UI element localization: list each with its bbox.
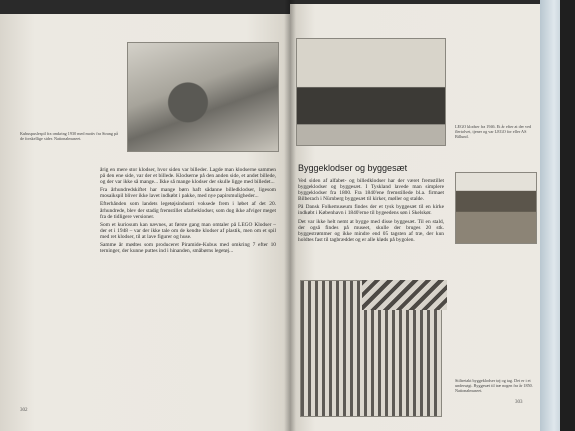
left-paragraph: Fra århundredskiftet har mange børn haft sådanne billedklodser, ligesom mosaikspil bliver ikke lavet indkøbt i pakke, med nye papirsmuligheder... (100, 187, 276, 200)
right-paragraph: Det var ikke helt nemt at bygge med disse byggesæt. Til en stald, der også findes på museet, skulle der bruges 20 stk. byggestrømmer og ikke mindre end 05 tagsten af træ, der kun holdtes fast til tagbræddet og er alle kløds på bygolen. (298, 218, 444, 243)
left-paragraph: årig en mere stor klodser, hvor siden var billeder. Lagde man klodserne sammen på den ene side, var der et billede. Klodserne på den anden side, et andet billede, og der var ikke så mange... Ikke så mange klodser der skulle ligge med billedet... (100, 167, 276, 186)
right-body-text (298, 178, 444, 243)
lego-box-photo (296, 38, 446, 146)
right-bottom-caption: Stiltretakt byggeklodser tøj og tag. Det er i et undersøgt. Byggesæt til træ nogen fra år 1850. Nationalmuseet. (455, 378, 533, 394)
left-paragraph: Samme år mødtes som produceret Piramide-Kubus med omkring 7 efter 10 terninger, der kunne puttes ind i hinanden, småbørns legetøj... (100, 242, 276, 255)
right-paragraph: På Dansk Folkemuseum findes der et tysk byggesæt til en kirke indkøbt i København i 1840'erne til bygeedens søn i Skelskør. (298, 204, 444, 217)
book-gutter (284, 0, 296, 431)
right-paragraph: Ved siden af alfabet- og billedklodser har der været fremstillet byggeklodser og byggesæt. I Tyskland lavede man simplere byggeklodser fra 1800. Fra 1840'ene fremstillede bl.a. firmaet Bilberach i Nürnberg byggesæt til kirker, møller og stalde. (298, 178, 444, 203)
left-page-number: 302 (20, 408, 28, 413)
right-page-number: 303 (515, 400, 523, 405)
roof-tiles-photo (362, 280, 447, 310)
puzzle-blocks-photo (127, 42, 279, 152)
left-paragraph: Efterhånden som landets legetøjsindustri voksede frem i løbet af det 20. århundrede, blev der stadig fremstillet ufarbeklodser, som dog ikke afviger meget fra de tidligere versioner. (100, 201, 276, 220)
section-heading: Byggeklodser og byggesæt (298, 163, 408, 173)
left-photo-caption: Kubuspuslespil fra omkring 1930 med motiv fra Strang på de forskellige sider. Nationalmuseet. (20, 131, 118, 142)
book-spine-dark (560, 0, 575, 431)
right-top-caption: LEGO klodser fra 1946. Et år efter at der ved flertolvet, tjener og var LEGO for eller AS Billund. (455, 124, 532, 140)
left-paragraph: Som et kuriosum kan nævnes, at første gang man omtaler på LEGO Klodser – der et i 1948 – var der ikke tale om de kendte klodser af plastik, men om et spil med ret klodser, til at lave figurer og huse. (100, 221, 276, 240)
left-body-text (100, 167, 276, 254)
wooden-house-photo (455, 172, 537, 244)
